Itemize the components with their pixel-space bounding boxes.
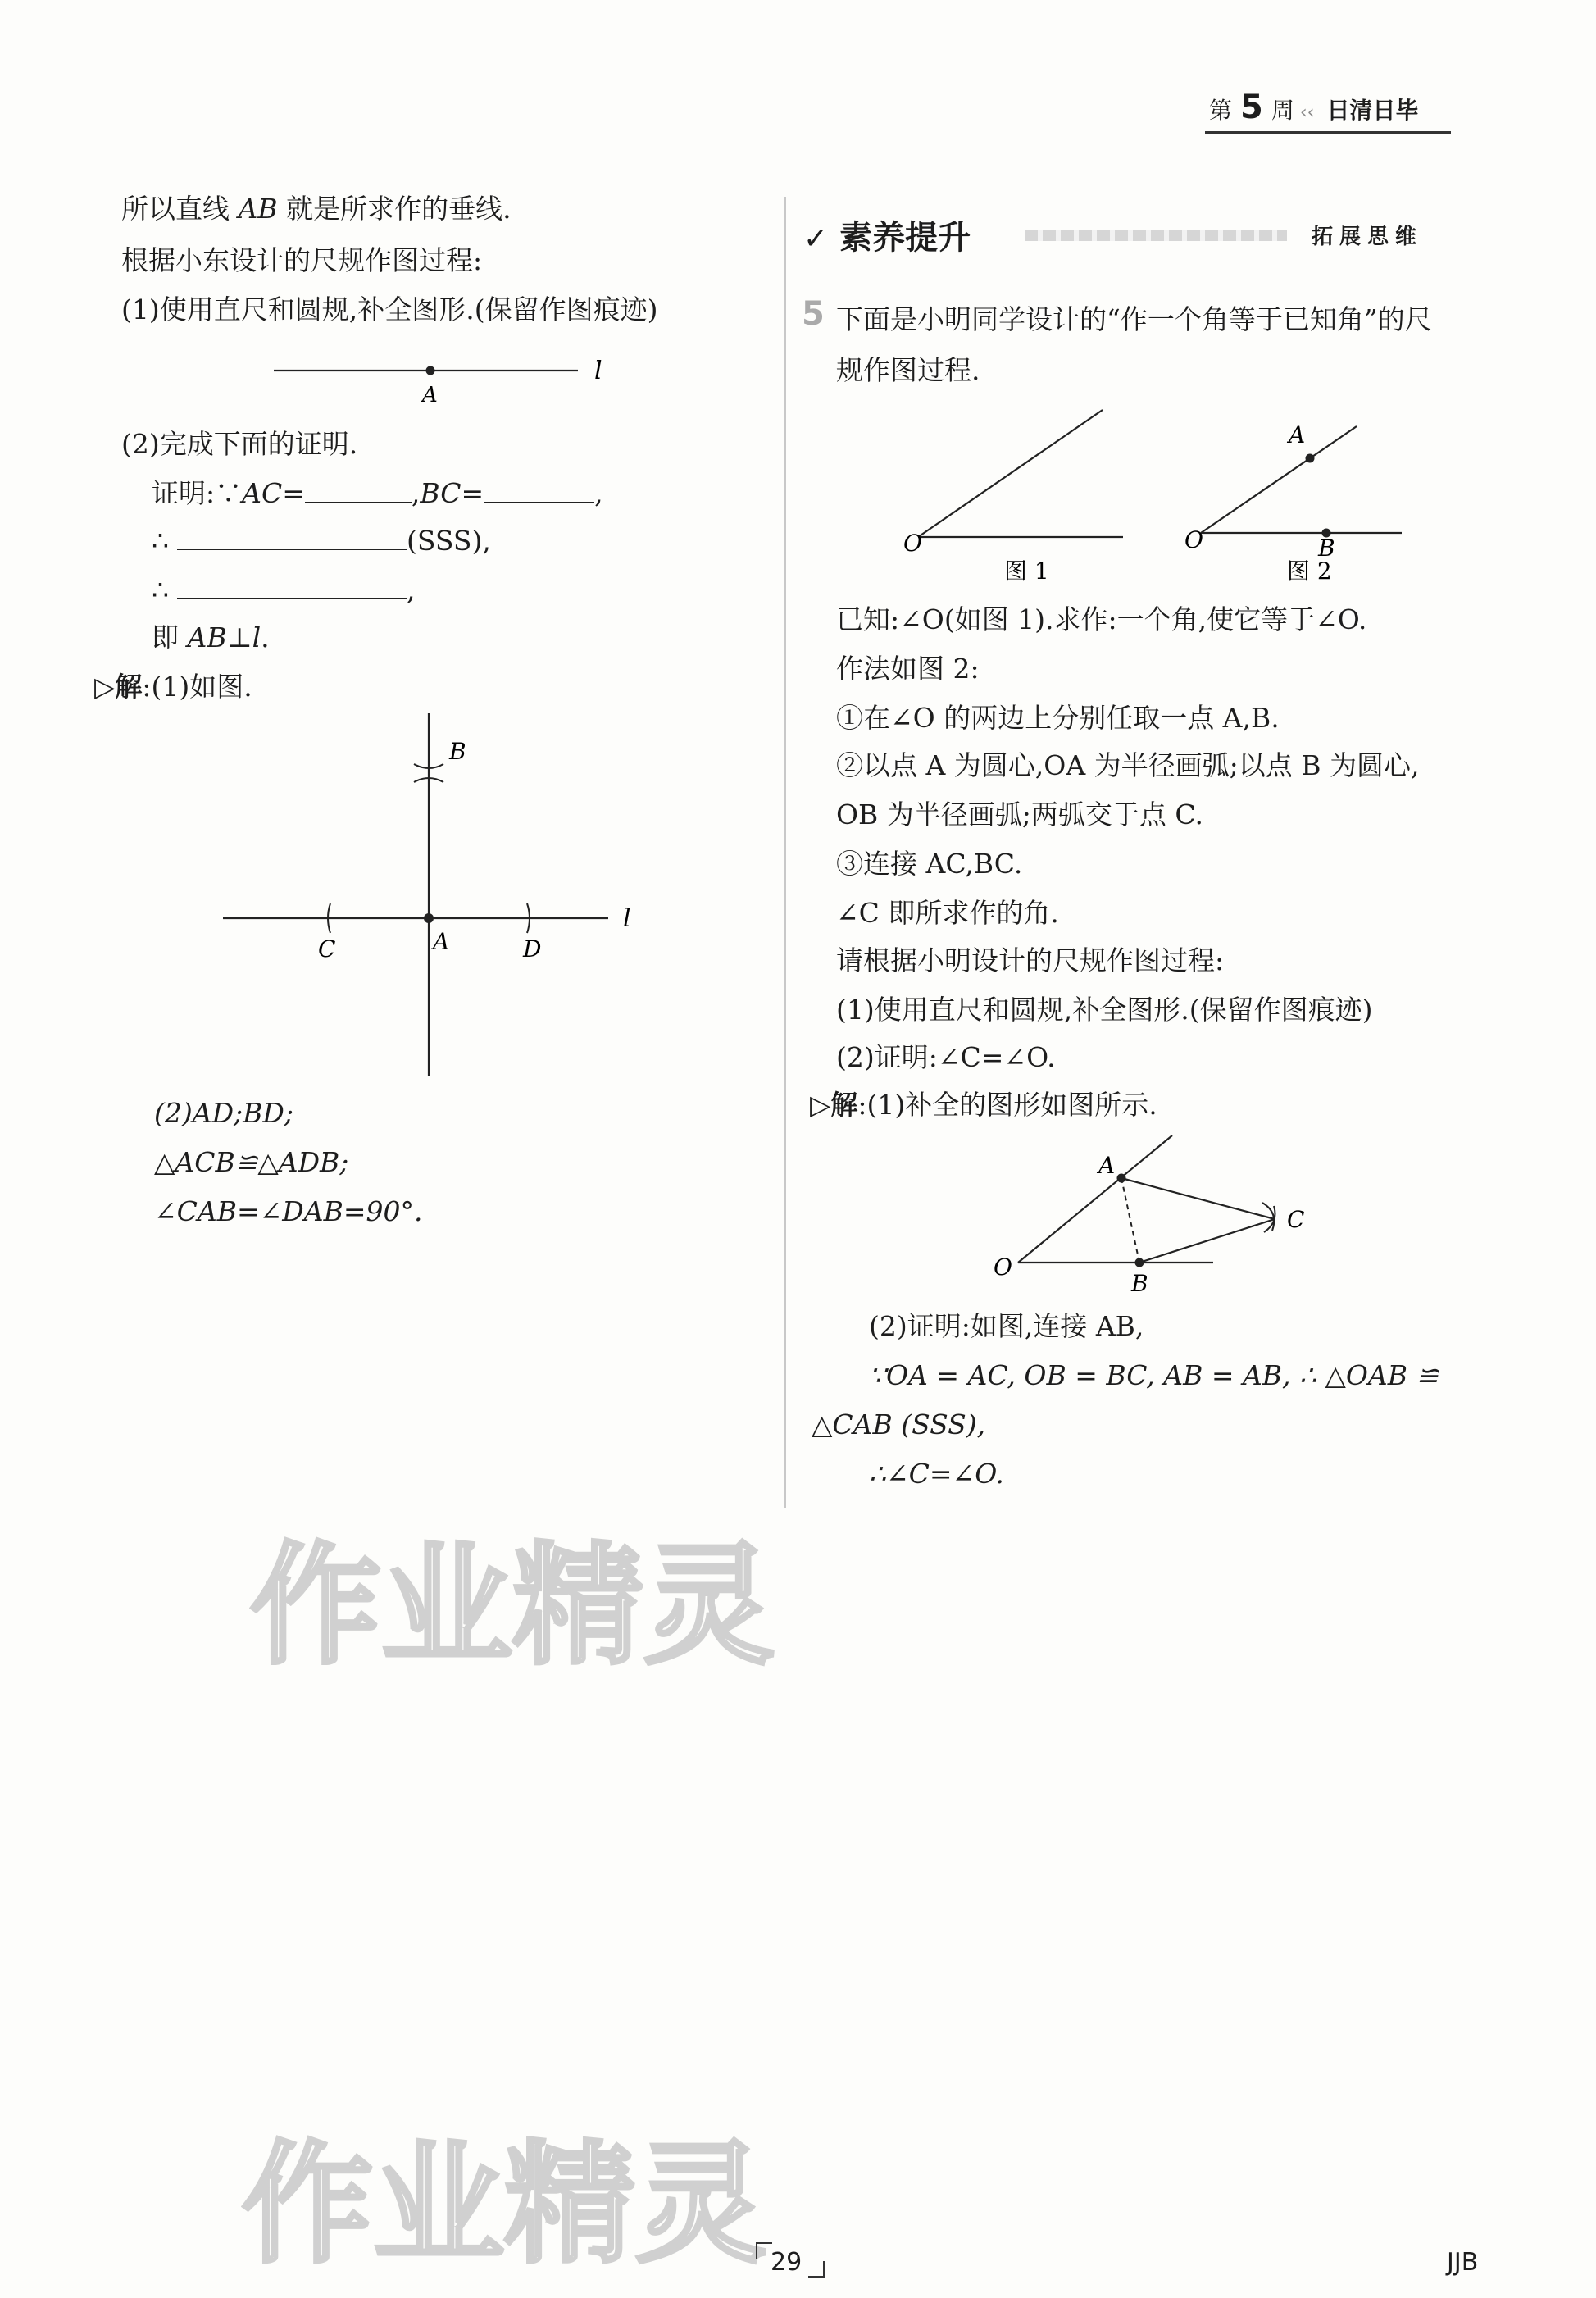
label-a: A (1098, 1152, 1116, 1179)
text-segment: . (261, 621, 270, 653)
text-segment: ∴ (152, 525, 169, 557)
label-o: O (994, 1254, 1012, 1281)
proof-line-2: ∵OA = AC, OB = BC, AB = AB, ∴ △OAB ≌ (869, 1359, 1439, 1391)
blank-field[interactable] (305, 479, 412, 503)
fig2-point-a (1306, 454, 1315, 463)
left-line-1 (121, 193, 512, 225)
segment-bc (1139, 1219, 1275, 1263)
proof-line-4 (152, 621, 270, 654)
left-line-3: (1)使用直尺和圆规,补全图形.(保留作图痕迹) (121, 294, 658, 325)
triangle-marker-icon: ▷ (810, 1089, 831, 1121)
page-header (1209, 89, 1418, 126)
watermark-2: 作业精灵 (242, 2127, 767, 2281)
step-2a: ②以点 A 为圆心,OA 为半径画弧;以点 B 为圆心, (836, 749, 1420, 781)
book-code: JJB (1447, 2248, 1479, 2277)
solution-label: 解 (115, 671, 143, 703)
label-c: C (318, 935, 336, 962)
chevrons-icon: ‹‹ (1294, 102, 1321, 123)
label-l: l (594, 357, 602, 385)
watermark-1: 作业精灵 (250, 1529, 775, 1682)
question-number: 5 (802, 295, 825, 333)
segment-ab (1121, 1178, 1139, 1263)
proof-line-1 (152, 477, 603, 510)
label-l: l (623, 904, 631, 933)
header-rule (1205, 131, 1451, 134)
fig1-label-o: O (903, 530, 922, 557)
request-line: 请根据小明设计的尺规作图过程: (836, 944, 1225, 976)
fig2-label-o: O (1184, 526, 1203, 553)
method-line: 作法如图 2: (836, 653, 980, 685)
label-b: B (449, 738, 466, 765)
left-line-4: (2)完成下面的证明. (121, 428, 358, 460)
answer-line-1: (2)AD;BD; (154, 1097, 293, 1129)
question-line-2: 规作图过程. (836, 354, 980, 386)
point-a (1117, 1174, 1126, 1183)
segment-ac (1121, 1178, 1275, 1219)
text-segment: , (594, 477, 603, 509)
proof-line-2 (152, 525, 491, 557)
page-bracket-left (756, 2242, 772, 2259)
text-segment: = (282, 477, 305, 509)
text-segment: = (461, 477, 484, 509)
header-prefix: 第 (1209, 97, 1233, 124)
section-bar (1025, 230, 1287, 241)
solution-text: :(1)如图. (142, 671, 252, 703)
text-segment: 即 (152, 621, 188, 653)
section-title (803, 212, 971, 258)
perpendicular-figure (213, 713, 656, 1082)
left-line-2: 根据小东设计的尺规作图过程: (121, 244, 483, 276)
angle-figures (893, 402, 1435, 598)
triangle-marker-icon: ▷ (94, 671, 116, 703)
proof-line-3 (152, 574, 416, 607)
answer-line-2: △ACB≌△ADB; (154, 1146, 349, 1178)
section-title-text: 素养提升 (839, 219, 971, 257)
proof-line-1: (2)证明:如图,连接 AB, (869, 1310, 1144, 1342)
question-line-1: 下面是小明同学设计的“作一个角等于已知角”的尺 (836, 303, 1432, 335)
fig1-ray-1 (918, 410, 1103, 537)
section-side-label: 拓展思维 (1312, 225, 1424, 249)
text-var: AC (242, 477, 283, 509)
blank-field[interactable] (484, 479, 594, 503)
label-c: C (1287, 1206, 1305, 1233)
text-segment: (SSS), (407, 525, 491, 557)
right-solution-header (810, 1089, 1157, 1122)
solution-text: :(1)补全的图形如图所示. (857, 1089, 1157, 1121)
fig1-caption: 图 1 (1004, 557, 1049, 585)
header-suffix: 周 (1271, 97, 1294, 124)
text-var: AB⊥l (187, 621, 261, 653)
text-segment: 证明:∵ (152, 477, 243, 509)
line-l-figure (262, 353, 623, 410)
week-number: 5 (1240, 89, 1263, 126)
point-b (1135, 1258, 1144, 1267)
text-segment: 就是所求作的垂线. (277, 193, 512, 225)
request-2: (2)证明:∠C=∠O. (836, 1041, 1056, 1073)
left-solution-header (94, 671, 252, 703)
solution-figure (984, 1127, 1328, 1299)
fig2-label-b: B (1318, 535, 1335, 562)
blank-field[interactable] (177, 576, 407, 599)
step-2b: OB 为半径画弧;两弧交于点 C. (836, 799, 1203, 830)
text-var: AB (238, 193, 278, 225)
text-segment: 所以直线 (121, 193, 239, 225)
step-4: ∠C 即所求作的角. (836, 897, 1059, 929)
solution-label: 解 (830, 1089, 858, 1121)
header-brand: 日清日毕 (1326, 97, 1419, 124)
proof-line-4: ∴∠C=∠O. (869, 1458, 1004, 1490)
text-segment: , (411, 477, 421, 509)
label-b: B (1131, 1270, 1148, 1297)
column-divider (784, 197, 786, 1508)
checkmark-icon: ✓ (803, 222, 829, 256)
point-a (424, 913, 434, 923)
fig2-caption: 图 2 (1287, 557, 1332, 585)
step-1: ①在∠O 的两边上分别任取一点 A,B. (836, 702, 1280, 734)
fig2-ray-1 (1201, 426, 1357, 533)
fig2-label-a: A (1289, 421, 1306, 448)
ray-oa (1018, 1135, 1172, 1263)
blank-field[interactable] (177, 526, 407, 550)
point-a (426, 366, 435, 375)
proof-line-3: △CAB (SSS), (812, 1408, 986, 1440)
text-var: BC (420, 477, 462, 509)
page-bracket-right (808, 2261, 825, 2278)
known-line: 已知:∠O(如图 1).求作:一个角,使它等于∠O. (836, 603, 1367, 635)
answer-line-3: ∠CAB=∠DAB=90°. (154, 1195, 423, 1227)
label-d: D (523, 935, 542, 962)
text-segment: , (407, 574, 416, 606)
request-1: (1)使用直尺和圆规,补全图形.(保留作图痕迹) (836, 994, 1373, 1026)
step-3: ③连接 AC,BC. (836, 848, 1023, 880)
text-segment: ∴ (152, 574, 169, 606)
label-a: A (433, 928, 450, 955)
page-number: 29 (771, 2248, 803, 2277)
label-a: A (422, 383, 438, 407)
